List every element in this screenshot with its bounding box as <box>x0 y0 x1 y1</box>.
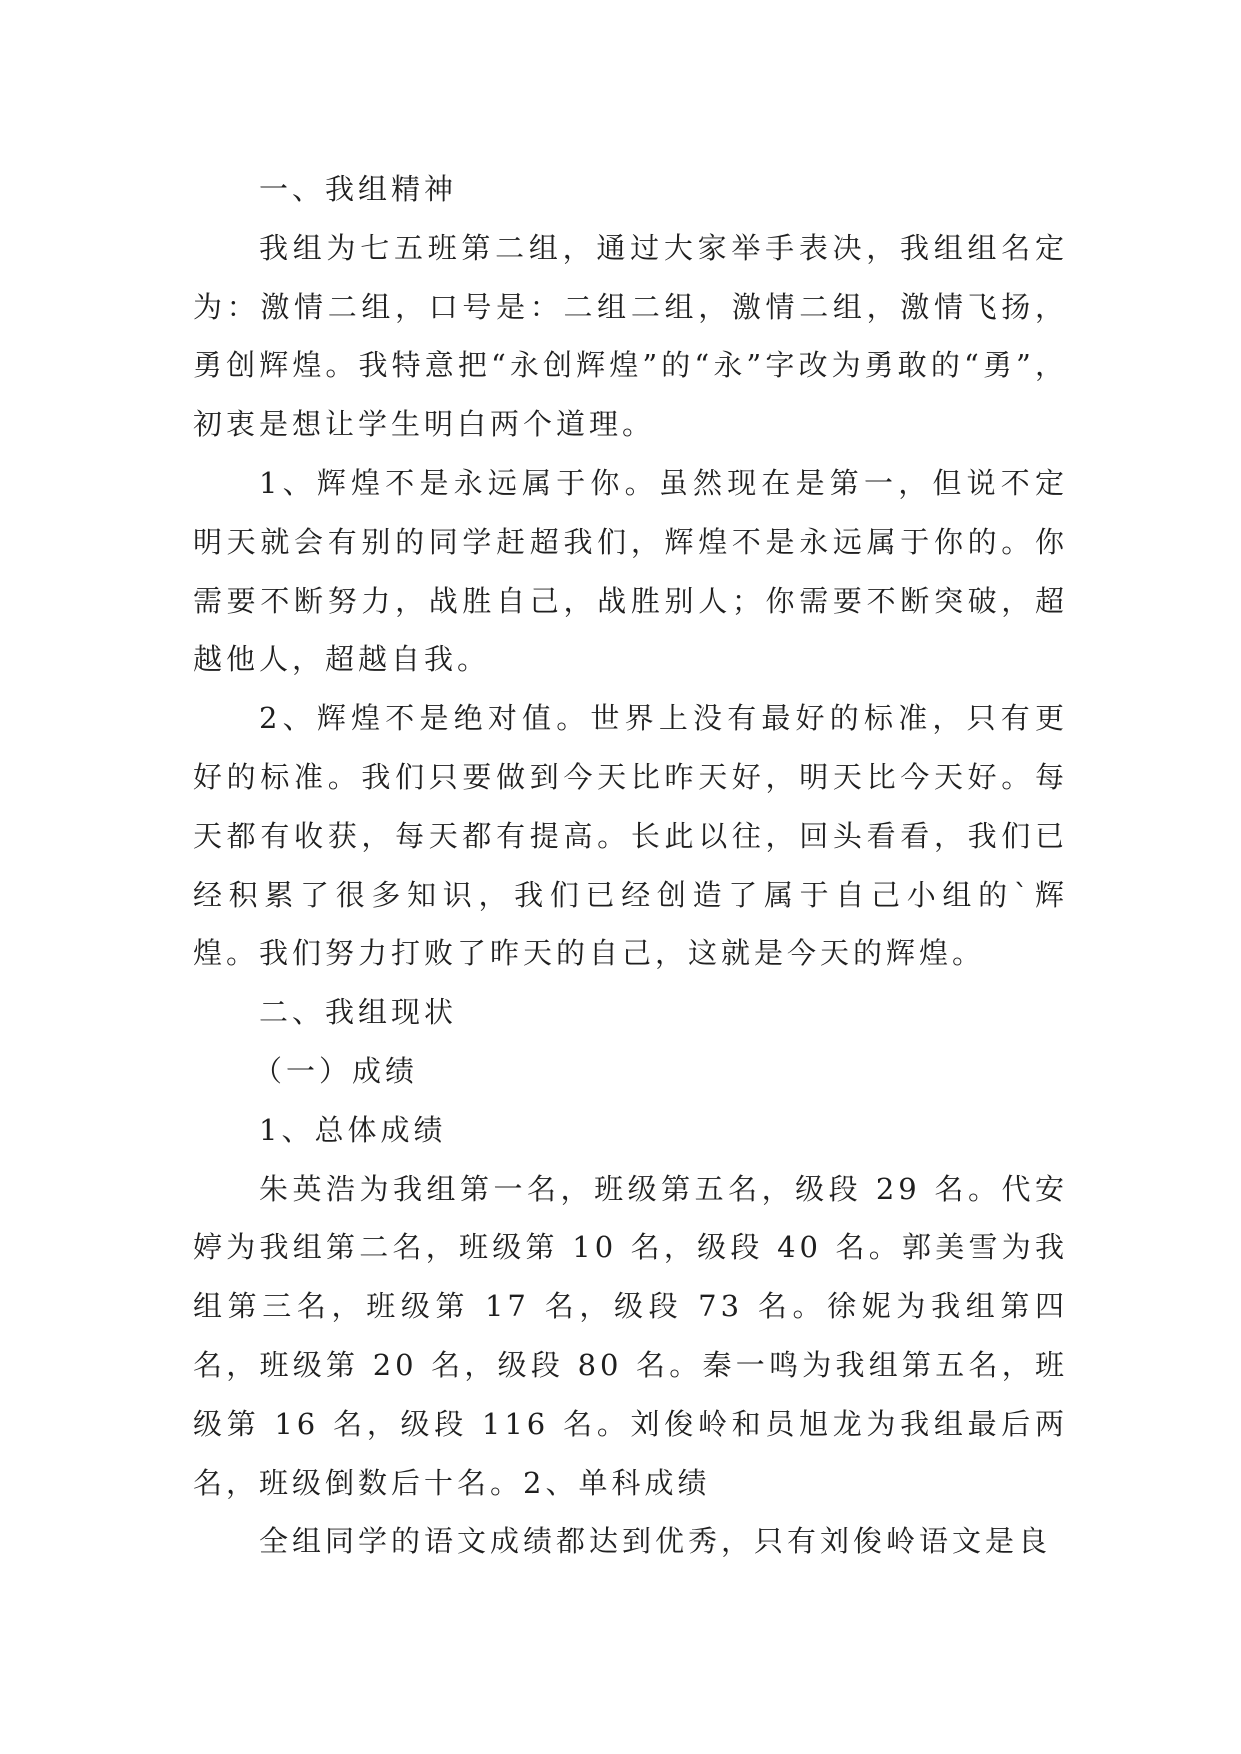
section-heading-status: 二、我组现状 <box>259 995 458 1030</box>
paragraph-point-1: 1、辉煌不是永远属于你。虽然现在是第一，但说不定明天就会有别的同学赶超我们，辉煌不是永远属于你的。你需要不断努力，战胜自己，战胜别人；你需要不断突破，超越他人，超越自我。 <box>193 465 1068 677</box>
subsection-heading-scores: （一）成绩 <box>253 1053 419 1088</box>
paragraph-overall-scores: 朱英浩为我组第一名，班级第五名，级段 29 名。代安婷为我组第二名，班级第 10 名，级段 40 名。郭美雪为我组第三名，班级第 17 名，级段 73 名。徐妮为我组第四名，班级第 20 名，级段 80 名。秦一鸣为我组第五名，班级第 16 名，级段 116 名。刘俊岭和员旭龙为我组最后两名，班级倒数后十名。2、单科成绩 <box>193 1171 1068 1500</box>
paragraph-point-2: 2、辉煌不是绝对值。世界上没有最好的标准，只有更好的标准。我们只要做到今天比昨天好，明天比今天好。每天都有收获，每天都有提高。长此以往，回头看看，我们已经积累了很多知识，我们已经创造了属于自己小组的`辉煌。我们努力打败了昨天的自己，这就是今天的辉煌。 <box>193 701 1068 971</box>
document-body <box>193 160 1068 1571</box>
item-heading-overall-scores: 1、总体成绩 <box>259 1112 447 1147</box>
paragraph-subject-scores: 全组同学的语文成绩都达到优秀，只有刘俊岭语文是良 <box>259 1524 1052 1559</box>
paragraph-group-name: 我组为七五班第二组，通过大家举手表决，我组组名定为：激情二组，口号是：二组二组，激情二组，激情飞扬，勇创辉煌。我特意把“永创辉煌”的“永”字改为勇敢的“勇”，初衷是想让学生明白两个道理。 <box>193 230 1068 442</box>
section-heading-spirit: 一、我组精神 <box>259 172 458 206</box>
